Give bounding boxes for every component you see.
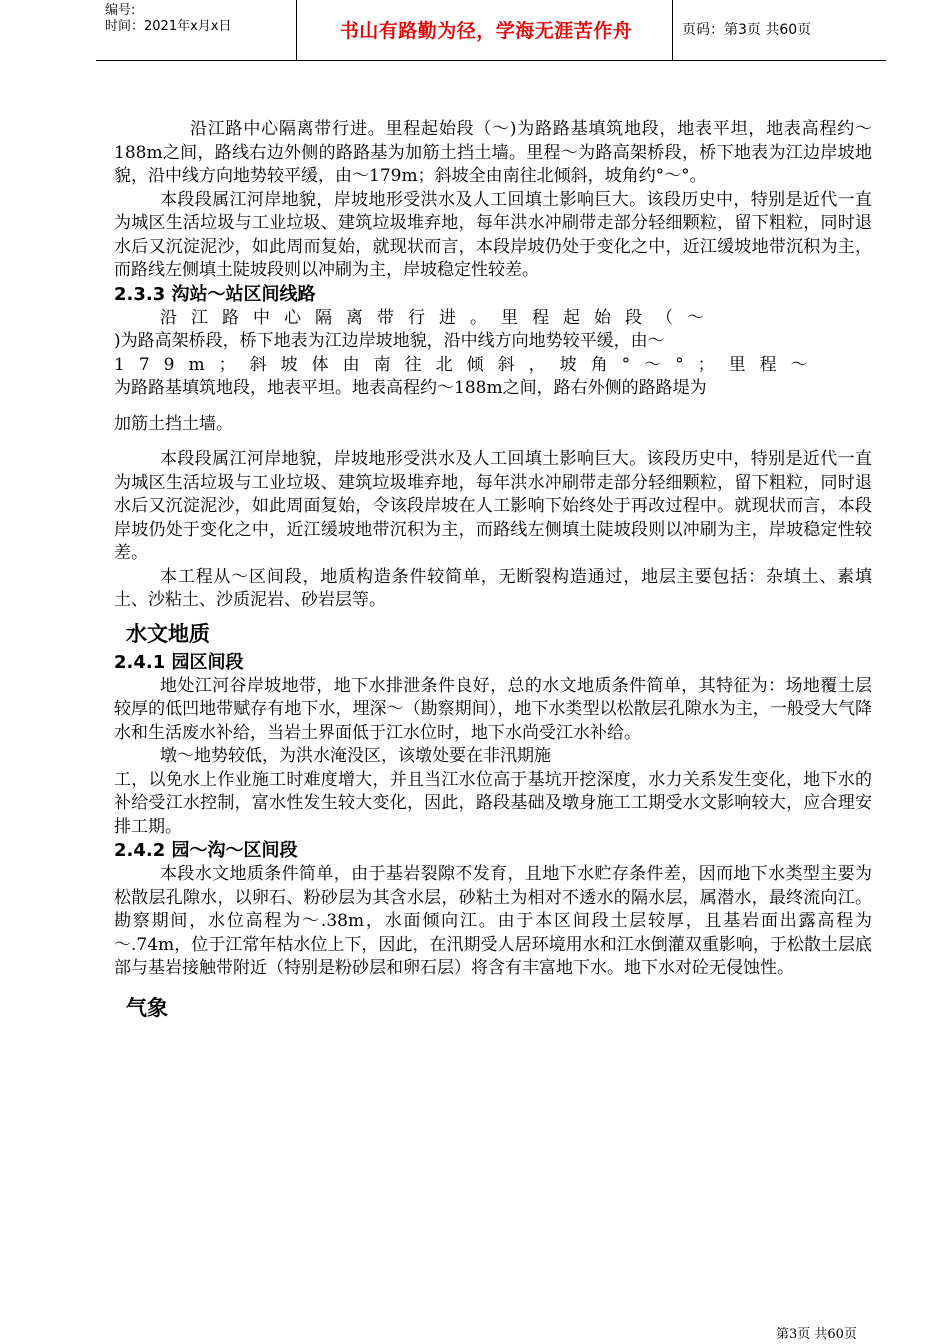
header-meta xyxy=(105,3,231,35)
page-header xyxy=(0,0,950,62)
header-rule xyxy=(96,60,886,61)
header-divider xyxy=(296,0,297,60)
header-page-number: 页码：第3页 共60页 xyxy=(682,22,812,38)
date-label: 时间：2021年x月x日 xyxy=(105,19,232,34)
paragraph: 本段段属江河岸地貌，岸坡地形受洪水及人工回填土影响巨大。该段历史中，特别是近代一直为城区生活垃圾与工业垃圾、建筑垃圾堆弃地，每年洪水冲刷带走部分轻细颗粒，留下粗粒，同时退水后又沉淀泥沙，如此周面复始，令该段岸坡在人工影响下始终处于再改过程中。就现状而言，本段岸坡仍处于变化之中，近江缓坡地带沉积为主，而路线左侧填土陡坡段则以冲刷为主，岸坡稳定性较差。 xyxy=(114,449,872,563)
paragraph: 本段水文地质条件简单，由于基岩裂隙不发育，且地下水贮存条件差，因而地下水类型主要为松散层孔隙水，以卵石、粉砂层为其含水层，砂粘土为相对不透水的隔水层，属潜水，最终流向江。勘察期间，水位高程为～.38m，水面倾向江。由于本区间段土层较厚，且基岩面出露高程为～.74m，位于江常年枯水位上下，因此，在汛期受人居环境用水和江水倒灌双重影响，于松散土层底部与基岩接触带附近（特别是粉砂层和卵石层）将含有丰富地下水。地下水对砼无侵蚀性。 xyxy=(114,864,872,978)
header-motto: 书山有路勤为径，学海无涯苦作舟 xyxy=(339,20,633,42)
paragraph-line: 179m；斜坡体由南往北倾斜，坡角°～°；里程～ xyxy=(114,354,822,375)
header-divider xyxy=(672,0,673,60)
section-heading-2-4-2: 2.4.2 园～沟～区间段 xyxy=(114,840,298,861)
section-heading-2-4-1: 2.4.1 园区间段 xyxy=(114,651,244,673)
paragraph: 本工程从～区间段，地质构造条件较简单，无断裂构造通过，地层主要包括：杂填土、素填土、沙粘土、沙质泥岩、砂岩层等。 xyxy=(114,566,872,610)
paragraph: 地处江河谷岸坡地带，地下水排泄条件良好，总的水文地质条件简单，其特征为：场地覆土层较厚的低凹地带赋存有地下水，埋深～（勘察期间），地下水类型以松散层孔隙水为主，一般受大气降水和生活废水补给，当岩土界面低于江水位时，地下水尚受江水补给。 xyxy=(114,675,872,743)
paragraph-line: 加筋土挡土墙。 xyxy=(114,413,233,434)
code-label: 编号: xyxy=(105,3,136,18)
document-body xyxy=(114,118,872,1025)
paragraph-line: 沿江路中心隔离带行进。里程起始段（～ xyxy=(160,307,718,328)
section-heading-2-3-3: 2.3.3 沟站～站区间线路 xyxy=(114,283,316,305)
section-heading-hydrogeology: 水文地质 xyxy=(126,621,210,646)
footer-page-number: 第3页 共60页 xyxy=(776,1327,857,1342)
paragraph-line: )为路高架桥段，桥下地表为江边岸坡地貌，沿中线方向地势较平缓，由～ xyxy=(114,331,665,351)
paragraph: 工，以免水上作业施工时难度增大，并且当江水位高于基坑开挖深度，水力关系发生变化，地下水的补给受江水控制，富水性发生较大变化，因此，路段基础及墩身施工工期受水文影响较大，应合理安排工期。 xyxy=(114,769,872,837)
section-heading-weather: 气象 xyxy=(126,995,168,1020)
paragraph: 沿江路中心隔离带行进。里程起始段（～)为路路基填筑地段，地表平坦，地表高程约～188m之间，路线右边外侧的路路基为加筋土挡土墙。里程～为路高架桥段，桥下地表为江边岸坡地貌，沿中线方向地势较平缓，由～179m；斜坡全由南往北倾斜，坡角约°～°。 xyxy=(114,119,872,186)
paragraph-line: 为路路基填筑地段，地表平坦。地表高程约～188m之间，路右外侧的路路堤为 xyxy=(114,378,707,398)
paragraph-line: 墩～地势较低，为洪水淹没区，该墩处要在非汛期施 xyxy=(160,746,551,766)
paragraph: 本段段属江河岸地貌，岸坡地形受洪水及人工回填土影响巨大。该段历史中，特别是近代一直为城区生活垃圾与工业垃圾、建筑垃圾堆弃地，每年洪水冲刷带走部分轻细颗粒，留下粗粒，同时退水后又沉淀泥沙，如此周而复始，就现状而言，本段岸坡仍处于变化之中，近江缓坡地带沉积为主，而路线左侧填土陡坡段则以冲刷为主，岸坡稳定性较差。 xyxy=(114,189,872,280)
